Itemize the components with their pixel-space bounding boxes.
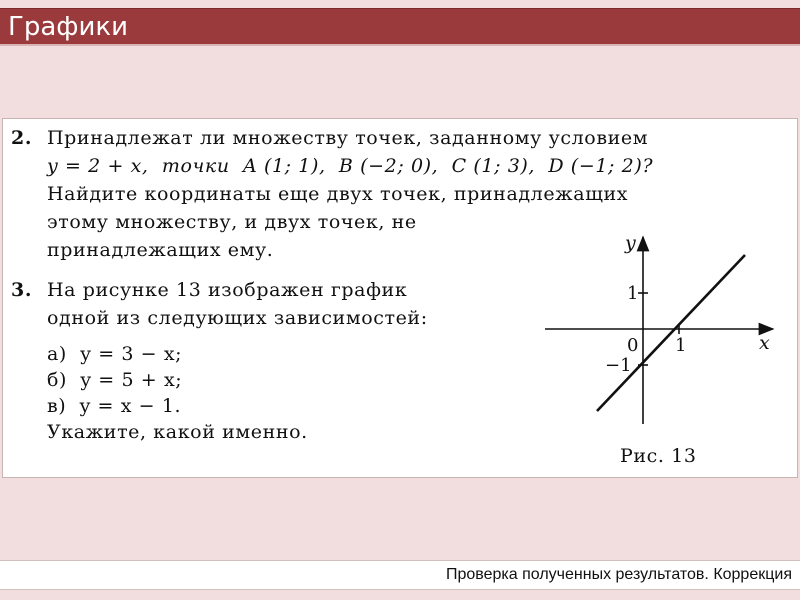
- task2-number: 2.: [11, 127, 33, 149]
- task2-line1: Принадлежат ли множеству точек, заданному условием: [47, 127, 649, 149]
- tick-y-label: 1: [627, 283, 639, 304]
- task3-option-c: в) y = x − 1.: [47, 395, 182, 417]
- task-card: [2, 118, 798, 478]
- task2-line2: y = 2 + x, точки A (1; 1), B (−2; 0), C (1; 3), D (−1; 2)?: [47, 155, 654, 177]
- tick-neg-y-label: −1: [605, 355, 632, 376]
- task3-option-b: б) y = 5 + x;: [47, 369, 183, 391]
- y-axis-label: y: [625, 232, 636, 254]
- tick-x-label: 1: [675, 335, 687, 356]
- figure-caption: Рис. 13: [620, 445, 697, 467]
- task3-number: 3.: [11, 279, 33, 301]
- slide-header: [0, 8, 800, 46]
- graph-line: [597, 255, 745, 411]
- task2-line4: этому множеству, и двух точек, не: [47, 211, 417, 233]
- task2-line5: принадлежащих ему.: [47, 239, 274, 261]
- task3-option-a: а) y = 3 − x;: [47, 343, 183, 365]
- task3-line1: На рисунке 13 изображен график: [47, 279, 408, 301]
- origin-label: 0: [627, 335, 639, 356]
- x-axis-label: x: [759, 332, 770, 354]
- footer-text: Проверка полученных результатов. Коррекция: [446, 566, 792, 583]
- task3-question: Укажите, какой именно.: [47, 421, 308, 443]
- task3-line2: одной из следующих зависимостей:: [47, 307, 428, 329]
- task2-line3: Найдите координаты еще двух точек, принадлежащих: [47, 183, 629, 205]
- figure-13-graph: [533, 229, 783, 429]
- slide-title: Графики: [8, 12, 129, 42]
- footer-bar: [0, 560, 800, 590]
